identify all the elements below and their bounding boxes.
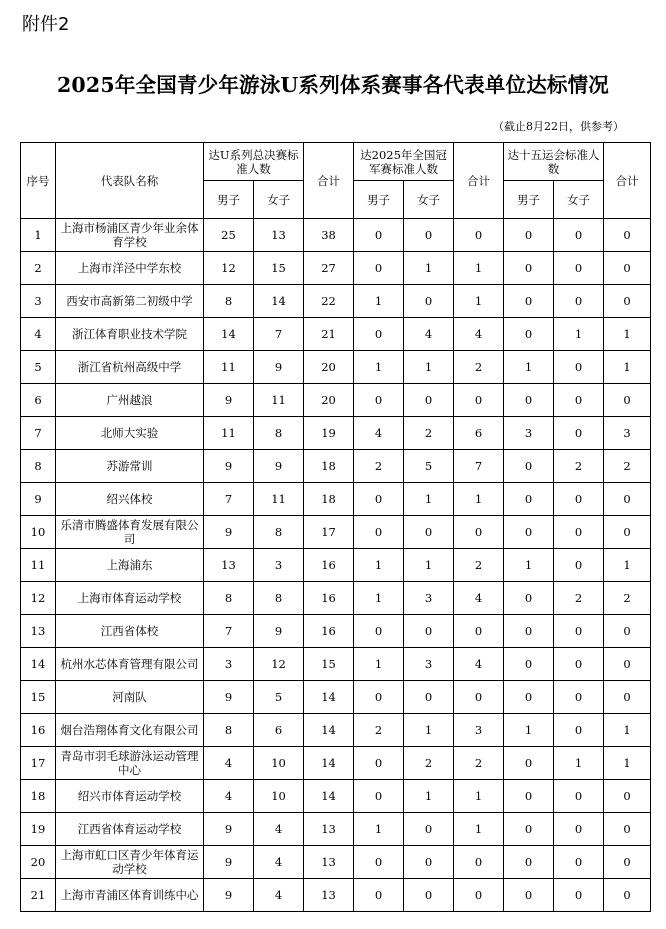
cell-u-total: 19 [304,417,354,450]
cell-team-name: 上海浦东 [56,549,204,582]
cell-champ-male: 2 [354,714,404,747]
cell-champ-male: 1 [354,582,404,615]
table-row [21,846,651,879]
cell-15th-total: 1 [604,714,651,747]
cell-u-male: 7 [204,615,254,648]
cell-15th-female: 0 [554,813,604,846]
cell-team-name: 杭州水芯体育管理有限公司 [56,648,204,681]
cell-champ-female: 1 [404,252,454,285]
cell-u-female: 13 [254,219,304,252]
cell-champ-total: 0 [454,516,504,549]
cell-champ-male: 1 [354,813,404,846]
table-row [21,747,651,780]
cell-index: 4 [21,318,56,351]
cell-team-name: 广州越浪 [56,384,204,417]
cell-15th-total: 0 [604,648,651,681]
cell-u-female: 9 [254,615,304,648]
table-row [21,285,651,318]
cell-u-total: 14 [304,747,354,780]
cell-team-name: 上海市青浦区体育训练中心 [56,879,204,912]
cell-champ-total: 1 [454,483,504,516]
cell-champ-male: 0 [354,483,404,516]
table-row [21,219,651,252]
cell-champ-total: 2 [454,549,504,582]
cell-15th-female: 0 [554,483,604,516]
cell-u-female: 14 [254,285,304,318]
cell-champ-female: 1 [404,780,454,813]
cell-champ-male: 0 [354,318,404,351]
table-row [21,714,651,747]
cell-15th-total: 1 [604,318,651,351]
cell-team-name: 浙江省杭州高级中学 [56,351,204,384]
header-15th-total: 合计 [604,143,651,219]
cell-u-total: 14 [304,714,354,747]
header-champ-male: 男子 [354,181,404,219]
cell-team-name: 江西省体育运动学校 [56,813,204,846]
cell-champ-female: 1 [404,483,454,516]
header-group-15th-games: 达十五运会标准人数 [504,143,604,181]
cell-index: 18 [21,780,56,813]
cell-index: 19 [21,813,56,846]
cell-team-name: 浙江体育职业技术学院 [56,318,204,351]
cell-15th-female: 2 [554,582,604,615]
cell-u-female: 10 [254,780,304,813]
cell-u-female: 8 [254,417,304,450]
header-u-male: 男子 [204,181,254,219]
cell-u-female: 6 [254,714,304,747]
cell-champ-male: 0 [354,615,404,648]
cell-15th-female: 0 [554,516,604,549]
cell-15th-female: 0 [554,549,604,582]
cell-15th-total: 0 [604,384,651,417]
cell-u-total: 18 [304,450,354,483]
cell-u-female: 11 [254,384,304,417]
cell-champ-total: 7 [454,450,504,483]
cell-champ-female: 1 [404,549,454,582]
cell-index: 13 [21,615,56,648]
cell-team-name: 绍兴体校 [56,483,204,516]
cell-champ-male: 1 [354,648,404,681]
cell-15th-female: 0 [554,714,604,747]
cell-u-male: 9 [204,879,254,912]
cell-u-total: 16 [304,549,354,582]
cell-index: 20 [21,846,56,879]
cell-champ-total: 4 [454,648,504,681]
cell-u-male: 4 [204,780,254,813]
cell-15th-male: 0 [504,747,554,780]
cell-champ-male: 0 [354,219,404,252]
cell-u-total: 18 [304,483,354,516]
cell-u-female: 11 [254,483,304,516]
cell-15th-total: 0 [604,285,651,318]
table-row [21,351,651,384]
cell-u-female: 4 [254,879,304,912]
cell-15th-female: 0 [554,681,604,714]
cell-champ-female: 1 [404,714,454,747]
cell-15th-male: 0 [504,252,554,285]
table-row [21,483,651,516]
cell-u-male: 9 [204,681,254,714]
cell-index: 9 [21,483,56,516]
table-row [21,681,651,714]
cell-15th-male: 0 [504,318,554,351]
cell-u-male: 14 [204,318,254,351]
header-u-female: 女子 [254,181,304,219]
cell-15th-male: 0 [504,384,554,417]
cell-15th-total: 0 [604,846,651,879]
cell-champ-male: 2 [354,450,404,483]
cell-champ-female: 0 [404,615,454,648]
cell-15th-female: 2 [554,450,604,483]
cell-15th-male: 0 [504,879,554,912]
table-row [21,648,651,681]
cell-champ-male: 0 [354,252,404,285]
cell-u-female: 4 [254,846,304,879]
cell-champ-female: 2 [404,747,454,780]
cell-15th-total: 0 [604,879,651,912]
cell-15th-female: 0 [554,417,604,450]
cell-team-name: 绍兴市体育运动学校 [56,780,204,813]
cell-15th-total: 0 [604,219,651,252]
cell-15th-male: 0 [504,681,554,714]
cell-champ-female: 0 [404,285,454,318]
cell-champ-total: 2 [454,747,504,780]
cell-u-total: 27 [304,252,354,285]
table-row [21,318,651,351]
cell-u-female: 15 [254,252,304,285]
cell-index: 2 [21,252,56,285]
header-15th-female: 女子 [554,181,604,219]
cell-champ-male: 0 [354,747,404,780]
cell-u-total: 15 [304,648,354,681]
cell-u-female: 3 [254,549,304,582]
cell-team-name: 河南队 [56,681,204,714]
cell-u-female: 10 [254,747,304,780]
cell-15th-female: 0 [554,285,604,318]
cell-15th-female: 0 [554,252,604,285]
cell-index: 6 [21,384,56,417]
cell-champ-female: 0 [404,516,454,549]
cell-index: 8 [21,450,56,483]
cell-u-female: 9 [254,351,304,384]
cell-15th-female: 1 [554,318,604,351]
cell-15th-female: 0 [554,846,604,879]
cell-champ-total: 0 [454,219,504,252]
cell-u-female: 4 [254,813,304,846]
cell-team-name: 上海市虹口区青少年体育运动学校 [56,846,204,879]
cell-champ-male: 0 [354,879,404,912]
cell-index: 17 [21,747,56,780]
cell-champ-male: 0 [354,384,404,417]
cell-champ-female: 3 [404,582,454,615]
cell-u-male: 13 [204,549,254,582]
cell-15th-male: 0 [504,846,554,879]
cell-champ-female: 0 [404,219,454,252]
cell-champ-total: 1 [454,780,504,813]
document-title: 2025年全国青少年游泳U系列体系赛事各代表单位达标情况 [56,73,610,97]
cell-15th-total: 3 [604,417,651,450]
cell-champ-female: 3 [404,648,454,681]
cell-u-total: 14 [304,681,354,714]
cell-champ-total: 1 [454,285,504,318]
cell-15th-male: 0 [504,813,554,846]
cell-15th-total: 2 [604,450,651,483]
cell-u-total: 20 [304,351,354,384]
cell-u-total: 38 [304,219,354,252]
table-body [21,219,651,912]
cell-team-name: 烟台浩翔体育文化有限公司 [56,714,204,747]
header-champ-female: 女子 [404,181,454,219]
cell-15th-total: 0 [604,615,651,648]
table-row [21,252,651,285]
cell-15th-male: 0 [504,516,554,549]
table-row [21,417,651,450]
header-u-total: 合计 [304,143,354,219]
cell-u-male: 9 [204,516,254,549]
cell-u-total: 16 [304,615,354,648]
cell-u-female: 5 [254,681,304,714]
cell-index: 11 [21,549,56,582]
cell-15th-total: 2 [604,582,651,615]
cell-u-male: 9 [204,846,254,879]
cell-champ-total: 1 [454,813,504,846]
cell-15th-male: 1 [504,714,554,747]
table-row [21,516,651,549]
table-row [21,384,651,417]
cell-index: 3 [21,285,56,318]
cell-u-male: 12 [204,252,254,285]
cell-champ-female: 0 [404,384,454,417]
cell-15th-female: 0 [554,219,604,252]
table-row [21,813,651,846]
cell-15th-male: 1 [504,351,554,384]
cell-champ-female: 0 [404,846,454,879]
cell-champ-male: 4 [354,417,404,450]
cell-team-name: 西安市高新第二初级中学 [56,285,204,318]
cell-u-total: 22 [304,285,354,318]
cell-team-name: 苏游常训 [56,450,204,483]
cell-u-male: 8 [204,582,254,615]
cell-15th-total: 0 [604,813,651,846]
cell-team-name: 乐清市腾盛体育发展有限公司 [56,516,204,549]
cell-team-name: 上海市杨浦区青少年业余体育学校 [56,219,204,252]
cell-u-total: 17 [304,516,354,549]
cell-15th-female: 1 [554,747,604,780]
cell-15th-female: 0 [554,648,604,681]
cell-champ-male: 0 [354,846,404,879]
cell-champ-total: 0 [454,681,504,714]
cell-15th-female: 0 [554,615,604,648]
cell-15th-male: 0 [504,582,554,615]
table-row [21,879,651,912]
cell-u-total: 14 [304,780,354,813]
cell-index: 21 [21,879,56,912]
cell-team-name: 青岛市羽毛球游泳运动管理中心 [56,747,204,780]
cell-15th-total: 1 [604,549,651,582]
cell-champ-female: 2 [404,417,454,450]
cell-champ-total: 4 [454,582,504,615]
header-champ-total: 合计 [454,143,504,219]
cell-u-male: 8 [204,285,254,318]
cell-15th-male: 0 [504,219,554,252]
cell-u-male: 25 [204,219,254,252]
cell-u-total: 13 [304,879,354,912]
table-row [21,549,651,582]
cell-15th-male: 3 [504,417,554,450]
cell-champ-total: 3 [454,714,504,747]
cell-champ-total: 2 [454,351,504,384]
cell-15th-total: 0 [604,483,651,516]
cell-u-female: 9 [254,450,304,483]
cell-u-male: 9 [204,450,254,483]
cell-u-female: 12 [254,648,304,681]
cell-champ-male: 1 [354,351,404,384]
cell-u-total: 13 [304,813,354,846]
header-team: 代表队名称 [56,143,204,219]
cell-index: 7 [21,417,56,450]
cell-champ-male: 1 [354,549,404,582]
cell-champ-female: 0 [404,813,454,846]
table-row [21,615,651,648]
cell-champ-male: 0 [354,516,404,549]
header-15th-male: 男子 [504,181,554,219]
cell-15th-male: 0 [504,285,554,318]
cell-15th-female: 0 [554,351,604,384]
cell-champ-total: 4 [454,318,504,351]
cell-u-total: 20 [304,384,354,417]
cell-u-male: 11 [204,417,254,450]
cell-u-male: 9 [204,813,254,846]
cell-champ-total: 6 [454,417,504,450]
cell-15th-total: 0 [604,516,651,549]
cell-index: 15 [21,681,56,714]
cell-index: 5 [21,351,56,384]
cell-index: 10 [21,516,56,549]
attachment-label: 附件2 [22,14,70,35]
cell-15th-total: 0 [604,780,651,813]
table-row [21,780,651,813]
cell-index: 12 [21,582,56,615]
cutoff-note: （截止8月22日，供参考） [493,120,624,133]
cell-u-male: 9 [204,384,254,417]
cell-u-total: 21 [304,318,354,351]
table-row [21,450,651,483]
cell-champ-total: 0 [454,879,504,912]
cell-champ-total: 0 [454,384,504,417]
cell-champ-total: 0 [454,615,504,648]
cell-u-female: 8 [254,582,304,615]
cell-u-total: 16 [304,582,354,615]
cell-team-name: 北师大实验 [56,417,204,450]
header-index: 序号 [21,143,56,219]
cell-index: 1 [21,219,56,252]
cell-u-male: 7 [204,483,254,516]
cell-15th-total: 1 [604,351,651,384]
cell-15th-total: 0 [604,681,651,714]
cell-15th-female: 0 [554,780,604,813]
cell-team-name: 上海市洋泾中学东校 [56,252,204,285]
cell-15th-male: 0 [504,450,554,483]
cell-u-female: 7 [254,318,304,351]
cell-15th-male: 1 [504,549,554,582]
cell-u-total: 13 [304,846,354,879]
cell-team-name: 上海市体育运动学校 [56,582,204,615]
cell-15th-male: 0 [504,615,554,648]
cell-u-male: 3 [204,648,254,681]
cell-champ-total: 0 [454,846,504,879]
cell-index: 16 [21,714,56,747]
cell-15th-male: 0 [504,483,554,516]
cell-champ-female: 0 [404,879,454,912]
cell-15th-male: 0 [504,648,554,681]
header-group-champion: 达2025年全国冠军赛标准人数 [354,143,454,181]
header-group-u-series: 达U系列总决赛标准人数 [204,143,304,181]
cell-u-female: 8 [254,516,304,549]
cell-15th-female: 0 [554,384,604,417]
cell-u-male: 11 [204,351,254,384]
cell-champ-total: 1 [454,252,504,285]
cell-champ-female: 5 [404,450,454,483]
cell-champ-male: 0 [354,681,404,714]
cell-15th-total: 0 [604,252,651,285]
cell-champ-female: 1 [404,351,454,384]
cell-champ-female: 0 [404,681,454,714]
cell-team-name: 江西省体校 [56,615,204,648]
cell-champ-male: 1 [354,285,404,318]
standards-table [20,142,651,912]
cell-champ-female: 4 [404,318,454,351]
cell-u-male: 4 [204,747,254,780]
cell-u-male: 8 [204,714,254,747]
cell-15th-total: 1 [604,747,651,780]
cell-15th-male: 0 [504,780,554,813]
cell-15th-female: 0 [554,879,604,912]
table-row [21,582,651,615]
cell-index: 14 [21,648,56,681]
cell-champ-male: 0 [354,780,404,813]
